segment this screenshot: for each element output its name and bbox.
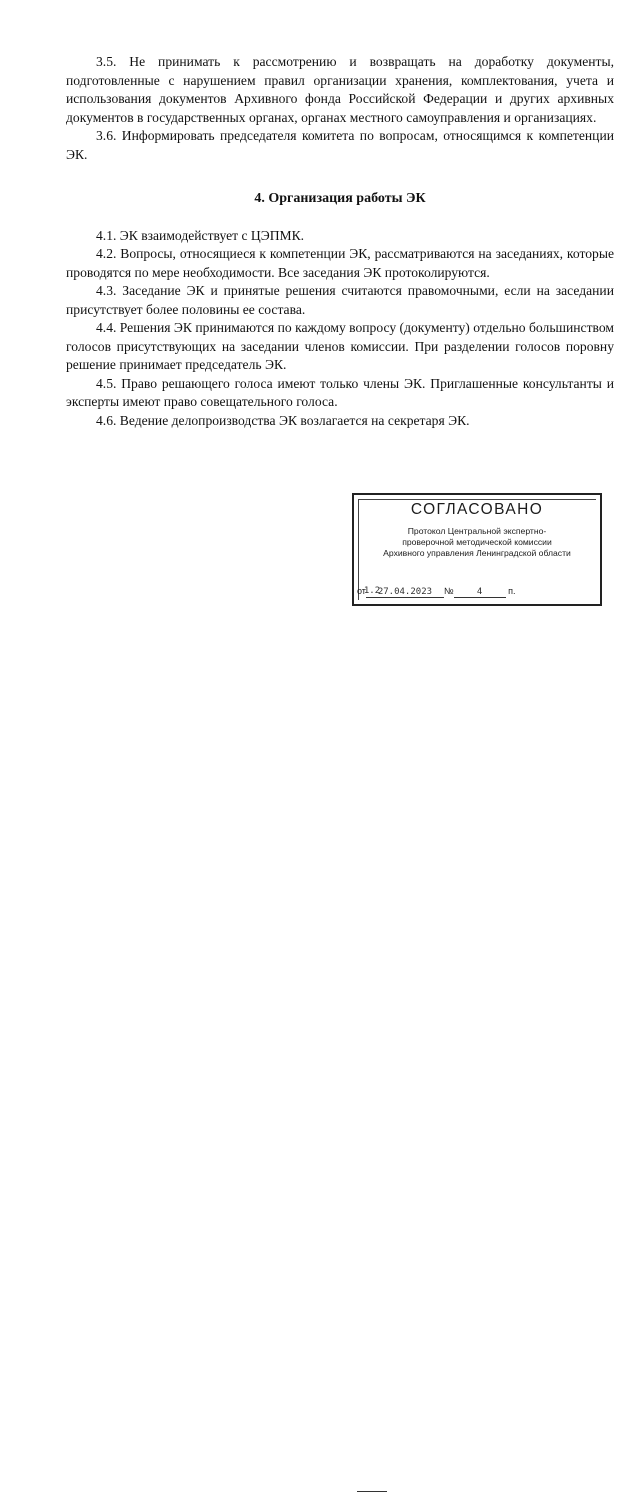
document-body	[66, 53, 614, 430]
paragraph-3-5: 3.5. Не принимать к рассмотрению и возвращать на доработку документы, подготовленные с нарушением правил организации хранения, комплектования, учета и использования документов Архивного фонда Российской Федерации и других архивных документов в государственных органах, органах местного самоуправления и организациях.	[66, 54, 614, 125]
stamp-footer	[357, 586, 593, 598]
paragraph-4-6: 4.6. Ведение делопроизводства ЭК возлагается на секретаря ЭК.	[96, 412, 470, 428]
section-heading: 4. Организация работы ЭК	[254, 191, 426, 206]
stamp-inner-frame	[358, 499, 596, 600]
stamp-page-label: п.	[508, 586, 516, 596]
approval-stamp	[352, 493, 602, 606]
paragraph-4-3: 4.3. Заседание ЭК и принятые решения считаются правомочными, если на заседании присутствует более половины ее состава.	[66, 283, 614, 317]
stamp-line-protocol: Протокол Центральной экспертно-	[407, 526, 547, 536]
stamp-page: 1.2	[357, 586, 387, 1492]
stamp-line-department: Архивного управления Ленинградской области	[383, 548, 571, 558]
stamp-from-label: от	[357, 586, 366, 596]
paragraph-3-6: 3.6. Информировать председателя комитета по вопросам, относящимся к компетенции ЭК.	[66, 128, 614, 162]
stamp-line-commission: проверочной методической комиссии	[402, 537, 552, 547]
paragraph-4-5: 4.5. Право решающего голоса имеют только члены ЭК. Приглашенные консультанты и эксперты имеют право совещательного голоса.	[66, 375, 614, 409]
stamp-number: 4	[454, 587, 506, 598]
stamp-number-label: №	[443, 586, 454, 596]
paragraph-4-2: 4.2. Вопросы, относящиеся к компетенции ЭК, рассматриваются на заседаниях, которые проводятся по мере необходимости. Все заседания ЭК протоколируются.	[66, 246, 614, 280]
paragraph-4-4: 4.4. Решения ЭК принимаются по каждому вопросу (документу) отдельно большинством голосов присутствующих на заседании членов комиссии. При разделении голосов поровну решение принимает председатель ЭК.	[66, 320, 614, 372]
stamp-title: СОГЛАСОВАНО	[410, 501, 544, 518]
stamp-date: 27.04.2023	[366, 587, 444, 598]
paragraph-4-1: 4.1. ЭК взаимодействует с ЦЭПМК.	[96, 227, 305, 243]
